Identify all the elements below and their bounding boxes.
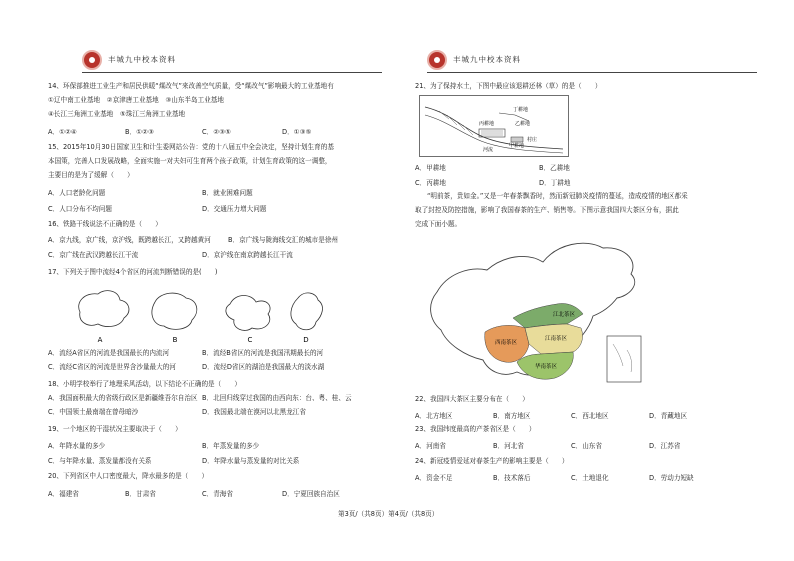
q17-option-b[interactable]: B．流经B省区的河流是我国汛期最长的河 [202,349,324,357]
q18-option-d[interactable]: D．我国最北端在漠河以北黑龙江省 [202,408,306,416]
q14-option-d[interactable]: D．①③⑤ [282,128,312,136]
q19-option-b[interactable]: B．年蒸发量的多少 [202,442,260,450]
province-a-outline [79,291,129,327]
q24-option-c[interactable]: C．土地退化 [571,474,609,482]
label-bing: 丙耕地 [479,121,495,127]
right-page [397,0,794,561]
label-yi: 乙耕地 [515,121,531,127]
south-sea-inset [607,336,641,382]
label-ding: 丁耕地 [513,107,529,113]
intro-line-2: 取了封控及防控措施，影响了我国春茶的生产、销售等。下图示意我国四大茶区分布，据此 [415,206,679,214]
q20-stem: 20、下列省区中人口密度最大，降水最多的是（ ） [48,472,209,480]
q14-option-c[interactable]: C．②③⑤ [202,128,231,136]
q20-option-c[interactable]: C．青海省 [202,490,233,498]
q19-stem: 19、一个地区的干湿状况主要取决于（ ） [48,425,182,433]
q15-option-a[interactable]: A．人口老龄化问题 [48,189,106,197]
q24-option-b[interactable]: B．技术落后 [493,474,531,482]
q20-option-b[interactable]: B．甘肃省 [125,490,156,498]
q14-option-b[interactable]: B．①②③ [125,128,154,136]
q23-stem: 23、我国纬度最高的产茶省区是（ ） [415,425,536,433]
q15-option-c[interactable]: C．人口分布不均问题 [48,205,112,213]
q22-option-d[interactable]: D．青藏地区 [649,412,688,420]
province-outline-maps [60,282,340,344]
q21-option-a[interactable]: A．甲耕地 [415,164,446,172]
q16-stem: 16、铁路干线说法不正确的是（ ） [48,220,162,228]
q15-stem-3: 主要目的是为了缓解（ ） [48,171,134,179]
province-c-outline [226,296,270,331]
q14-items-2: ④长江三角洲工业基地 ⑤珠江三角洲工业基地 [48,110,186,118]
school-logo-icon [427,50,447,70]
school-name: 丰城九中校本资料 [108,55,176,64]
q22-option-b[interactable]: B．南方地区 [493,412,531,420]
q24-option-d[interactable]: D．劳动力短缺 [649,474,694,482]
q18-option-c[interactable]: C．中国领土最南端在曾母暗沙 [48,408,139,416]
label-jiangnan: 江南茶区 [545,336,568,342]
q15-stem-1: 15、2015年10月30日国家卫生和计生委网站公告：党的十八届五中全会决定，坚持计划生育的基 [48,143,334,151]
label-village: 村庄 [527,137,538,143]
q16-option-a[interactable]: A．京九线，京广线，京沪线，既跨越长江，又跨越黄河 [48,236,211,244]
q18-stem: 18、小明学校举行了地理采风活动，以下结论不正确的是（ ） [48,380,242,388]
school-logo-icon [82,50,102,70]
q21-option-b[interactable]: B．乙耕地 [539,164,570,172]
q17-option-d[interactable]: D．流经D省区的湖泊是我国最大的淡水湖 [202,363,325,371]
label-huanan: 华南茶区 [535,364,558,370]
province-d-outline [291,293,323,330]
label-river: 河流 [483,147,494,153]
q24-stem: 24、新冠疫情爱延对春茶生产的影响主要是（ ） [415,457,569,465]
q16-option-c[interactable]: C．京广线在武汉跨越长江干流 [48,251,139,259]
q23-option-c[interactable]: C．山东省 [571,442,602,450]
q16-option-d[interactable]: D．京沪线在南京跨越长江干流 [202,251,293,259]
tea-region-map [417,232,652,392]
q21-option-c[interactable]: C．丙耕地 [415,179,446,187]
q20-option-a[interactable]: A．福建省 [48,490,79,498]
q23-option-b[interactable]: B．河北省 [493,442,524,450]
q21-option-d[interactable]: D．丁耕地 [539,179,571,187]
map-label-d: D [303,336,309,344]
q22-option-c[interactable]: C．西北地区 [571,412,609,420]
q21-stem: 21、为了保持水土，下图中最应该退耕还林（草）的是（ ） [415,82,602,90]
q24-option-a[interactable]: A．资金不足 [415,474,453,482]
q18-option-b[interactable]: B．北回归线穿过我国的由西向东：台、粤、桂、云 [202,394,352,402]
q19-option-c[interactable]: C．与年降水量、蒸发量都没有关系 [48,457,152,465]
label-xinan: 西南茶区 [495,340,518,346]
q18-option-a[interactable]: A．我国面积最大的省级行政区是新疆维吾尔自治区 [48,394,198,402]
q14-option-a[interactable]: A．①②④ [48,128,77,136]
page-header [427,50,757,72]
header-divider [82,72,382,73]
q17-stem: 17、下列关于图中流经4个省区的河流判断错误的是( ) [48,268,218,276]
q19-option-a[interactable]: A．年降水量的多少 [48,442,106,450]
q15-option-d[interactable]: D．交通压力增大问题 [202,205,267,213]
map-label-b: B [172,336,178,344]
page-footer: 第3页/（共8页）第4页/（共8页） [338,510,439,518]
terrain-diagram [419,95,569,157]
q22-option-a[interactable]: A．北方地区 [415,412,453,420]
q17-option-a[interactable]: A．流经A省区的河流是我国最长的内流河 [48,349,170,357]
intro-line-3: 完成下面小题。 [415,220,462,228]
school-name: 丰城九中校本资料 [453,55,521,64]
province-b-outline [152,293,197,329]
q20-option-d[interactable]: D．宁夏回族自治区 [282,490,340,498]
label-jia: 甲耕地 [509,143,525,149]
q23-option-d[interactable]: D．江苏省 [649,442,681,450]
q16-option-b[interactable]: B．京广线与陇海线交汇的城市是徐州 [228,236,339,244]
map-label-a: A [97,336,103,344]
page-header [82,50,382,72]
q14-stem: 14、环保部推进工业生产和居民供暖“煤改气”来改善空气质量，受“煤改气”影响最大的工业基地有 [48,82,334,90]
map-label-c: C [247,336,253,344]
q14-items-1: ①辽中南工业基地 ②京津唐工业基地 ③山东半岛工业基地 [48,96,224,104]
q15-stem-2: 本国策，完善人口发展战略，全面实施一对夫妇可生育两个孩子政策，计划生育政策的这一调整， [48,157,332,165]
q23-option-a[interactable]: A．河南省 [415,442,446,450]
label-jiangbei: 江北茶区 [553,312,576,318]
intro-line-1: “明前茶，贵如金。”又是一年春茶飘香时，然而新冠肺炎疫情的蔓延，造成疫情的地区都采 [427,192,688,200]
q17-option-c[interactable]: C．流经C省区的河流是世界含沙量最大的河 [48,363,176,371]
q19-option-d[interactable]: D．年降水量与蒸发量的对比关系 [202,457,300,465]
q15-option-b[interactable]: B．就业困难问题 [202,189,253,197]
q22-stem: 22、我国四大茶区主要分布在（ ） [415,395,529,403]
header-divider [427,72,757,73]
